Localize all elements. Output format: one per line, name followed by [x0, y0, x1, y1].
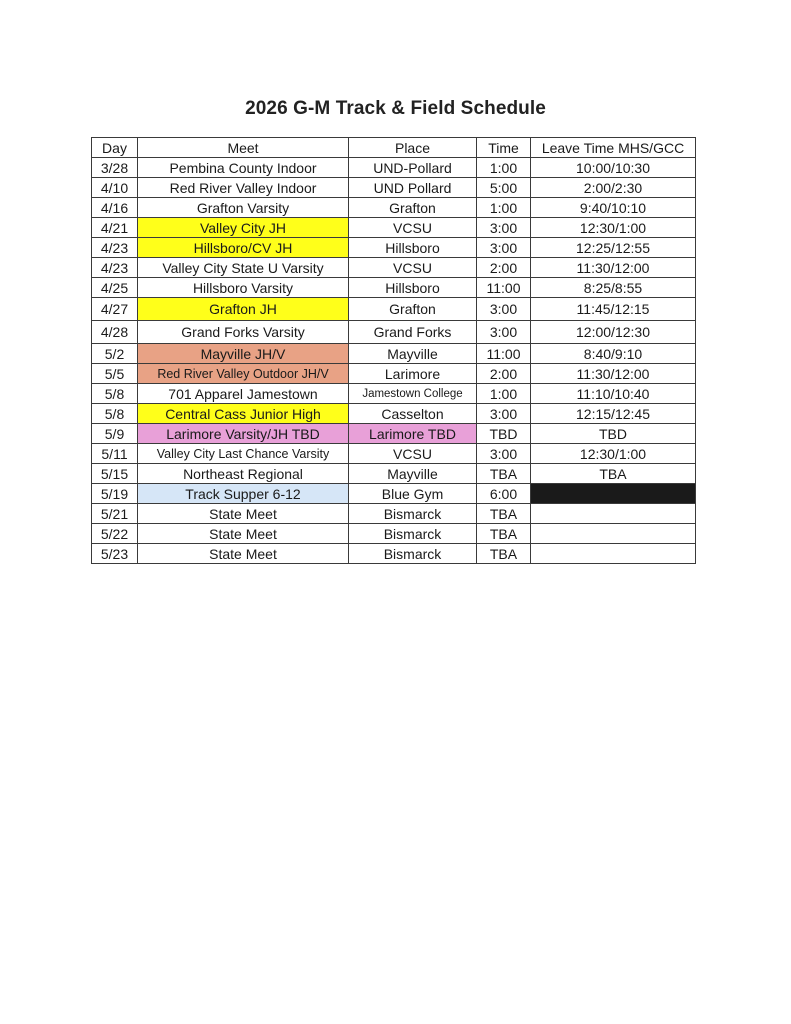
cell-time: TBA	[477, 544, 531, 564]
table-row	[92, 504, 696, 524]
schedule-table	[91, 137, 696, 564]
cell-place: Grafton	[349, 198, 477, 218]
cell-time: 3:00	[477, 238, 531, 258]
cell-leave: 11:10/10:40	[531, 384, 696, 404]
cell-time: 2:00	[477, 258, 531, 278]
cell-time: 5:00	[477, 178, 531, 198]
cell-meet: Valley City State U Varsity	[138, 258, 349, 278]
table-row	[92, 424, 696, 444]
table-row	[92, 404, 696, 424]
cell-place: Grand Forks	[349, 321, 477, 344]
cell-place: Larimore	[349, 364, 477, 384]
cell-day: 5/11	[92, 444, 138, 464]
cell-leave: 12:30/1:00	[531, 444, 696, 464]
cell-meet-highlighted: Red River Valley Outdoor JH/V	[138, 364, 349, 384]
cell-meet: Northeast Regional	[138, 464, 349, 484]
table-row	[92, 298, 696, 321]
page-title: 2026 G-M Track & Field Schedule	[245, 98, 546, 119]
cell-meet-highlighted: Track Supper 6-12	[138, 484, 349, 504]
cell-leave: 11:45/12:15	[531, 298, 696, 321]
cell-time: 1:00	[477, 384, 531, 404]
cell-day: 5/15	[92, 464, 138, 484]
cell-time: 3:00	[477, 298, 531, 321]
cell-leave: 8:25/8:55	[531, 278, 696, 298]
cell-day: 5/8	[92, 384, 138, 404]
cell-leave: 12:30/1:00	[531, 218, 696, 238]
cell-time: 11:00	[477, 344, 531, 364]
table-row	[92, 544, 696, 564]
header-row	[92, 138, 696, 158]
table-row	[92, 321, 696, 344]
cell-meet-highlighted: Mayville JH/V	[138, 344, 349, 364]
header-meet: Meet	[138, 138, 349, 158]
cell-place-highlighted: Larimore TBD	[349, 424, 477, 444]
table-row	[92, 524, 696, 544]
cell-leave: 11:30/12:00	[531, 364, 696, 384]
cell-day: 5/21	[92, 504, 138, 524]
table-row	[92, 384, 696, 404]
cell-leave: 12:15/12:45	[531, 404, 696, 424]
cell-meet: 701 Apparel Jamestown	[138, 384, 349, 404]
header-time: Time	[477, 138, 531, 158]
cell-place: Blue Gym	[349, 484, 477, 504]
cell-place: Grafton	[349, 298, 477, 321]
cell-day: 4/21	[92, 218, 138, 238]
cell-day: 5/8	[92, 404, 138, 424]
cell-time: TBD	[477, 424, 531, 444]
cell-time: 3:00	[477, 404, 531, 424]
cell-day: 5/23	[92, 544, 138, 564]
cell-day: 4/16	[92, 198, 138, 218]
cell-meet: Grand Forks Varsity	[138, 321, 349, 344]
cell-place: Bismarck	[349, 524, 477, 544]
cell-time: 3:00	[477, 218, 531, 238]
cell-day: 5/19	[92, 484, 138, 504]
cell-place: VCSU	[349, 444, 477, 464]
cell-leave: TBD	[531, 424, 696, 444]
cell-day: 4/25	[92, 278, 138, 298]
cell-meet: State Meet	[138, 544, 349, 564]
cell-day: 4/23	[92, 238, 138, 258]
cell-day: 3/28	[92, 158, 138, 178]
table-row	[92, 444, 696, 464]
cell-time: 2:00	[477, 364, 531, 384]
cell-meet-highlighted: Hillsboro/CV JH	[138, 238, 349, 258]
cell-leave-blacked-out	[531, 484, 696, 504]
cell-meet: Grafton Varsity	[138, 198, 349, 218]
table-row	[92, 278, 696, 298]
cell-time: TBA	[477, 524, 531, 544]
cell-place: VCSU	[349, 218, 477, 238]
cell-place: Jamestown College	[349, 384, 477, 404]
cell-meet-highlighted: Central Cass Junior High	[138, 404, 349, 424]
cell-meet-highlighted: Larimore Varsity/JH TBD	[138, 424, 349, 444]
header-day: Day	[92, 138, 138, 158]
cell-meet-highlighted: Valley City JH	[138, 218, 349, 238]
cell-leave	[531, 524, 696, 544]
cell-meet: State Meet	[138, 504, 349, 524]
table-row	[92, 178, 696, 198]
cell-leave: 12:00/12:30	[531, 321, 696, 344]
cell-meet: Pembina County Indoor	[138, 158, 349, 178]
cell-leave	[531, 544, 696, 564]
table-row	[92, 484, 696, 504]
cell-place: Hillsboro	[349, 238, 477, 258]
cell-place: UND-Pollard	[349, 158, 477, 178]
cell-meet: State Meet	[138, 524, 349, 544]
cell-day: 4/27	[92, 298, 138, 321]
cell-time: 3:00	[477, 444, 531, 464]
cell-meet-highlighted: Grafton JH	[138, 298, 349, 321]
cell-place: Mayville	[349, 464, 477, 484]
cell-leave	[531, 504, 696, 524]
cell-leave: 12:25/12:55	[531, 238, 696, 258]
cell-time: TBA	[477, 504, 531, 524]
cell-meet: Hillsboro Varsity	[138, 278, 349, 298]
cell-time: TBA	[477, 464, 531, 484]
cell-day: 4/28	[92, 321, 138, 344]
header-place: Place	[349, 138, 477, 158]
header-leave-time: Leave Time MHS/GCC	[531, 138, 696, 158]
table-row	[92, 238, 696, 258]
cell-leave: TBA	[531, 464, 696, 484]
cell-day: 4/23	[92, 258, 138, 278]
cell-day: 5/22	[92, 524, 138, 544]
table-row	[92, 218, 696, 238]
cell-day: 4/10	[92, 178, 138, 198]
table-row	[92, 258, 696, 278]
cell-place: Bismarck	[349, 504, 477, 524]
cell-leave: 9:40/10:10	[531, 198, 696, 218]
cell-place: Mayville	[349, 344, 477, 364]
cell-day: 5/5	[92, 364, 138, 384]
table-row	[92, 364, 696, 384]
table-row	[92, 198, 696, 218]
table-row	[92, 158, 696, 178]
cell-time: 1:00	[477, 158, 531, 178]
cell-leave: 10:00/10:30	[531, 158, 696, 178]
cell-place: UND Pollard	[349, 178, 477, 198]
cell-meet: Valley City Last Chance Varsity	[138, 444, 349, 464]
cell-leave: 8:40/9:10	[531, 344, 696, 364]
cell-day: 5/9	[92, 424, 138, 444]
cell-leave: 2:00/2:30	[531, 178, 696, 198]
cell-day: 5/2	[92, 344, 138, 364]
cell-time: 11:00	[477, 278, 531, 298]
cell-time: 3:00	[477, 321, 531, 344]
cell-time: 1:00	[477, 198, 531, 218]
table-row	[92, 344, 696, 364]
cell-place: Hillsboro	[349, 278, 477, 298]
cell-leave: 11:30/12:00	[531, 258, 696, 278]
cell-place: Bismarck	[349, 544, 477, 564]
cell-time: 6:00	[477, 484, 531, 504]
cell-place: VCSU	[349, 258, 477, 278]
cell-meet: Red River Valley Indoor	[138, 178, 349, 198]
cell-place: Casselton	[349, 404, 477, 424]
table-row	[92, 464, 696, 484]
